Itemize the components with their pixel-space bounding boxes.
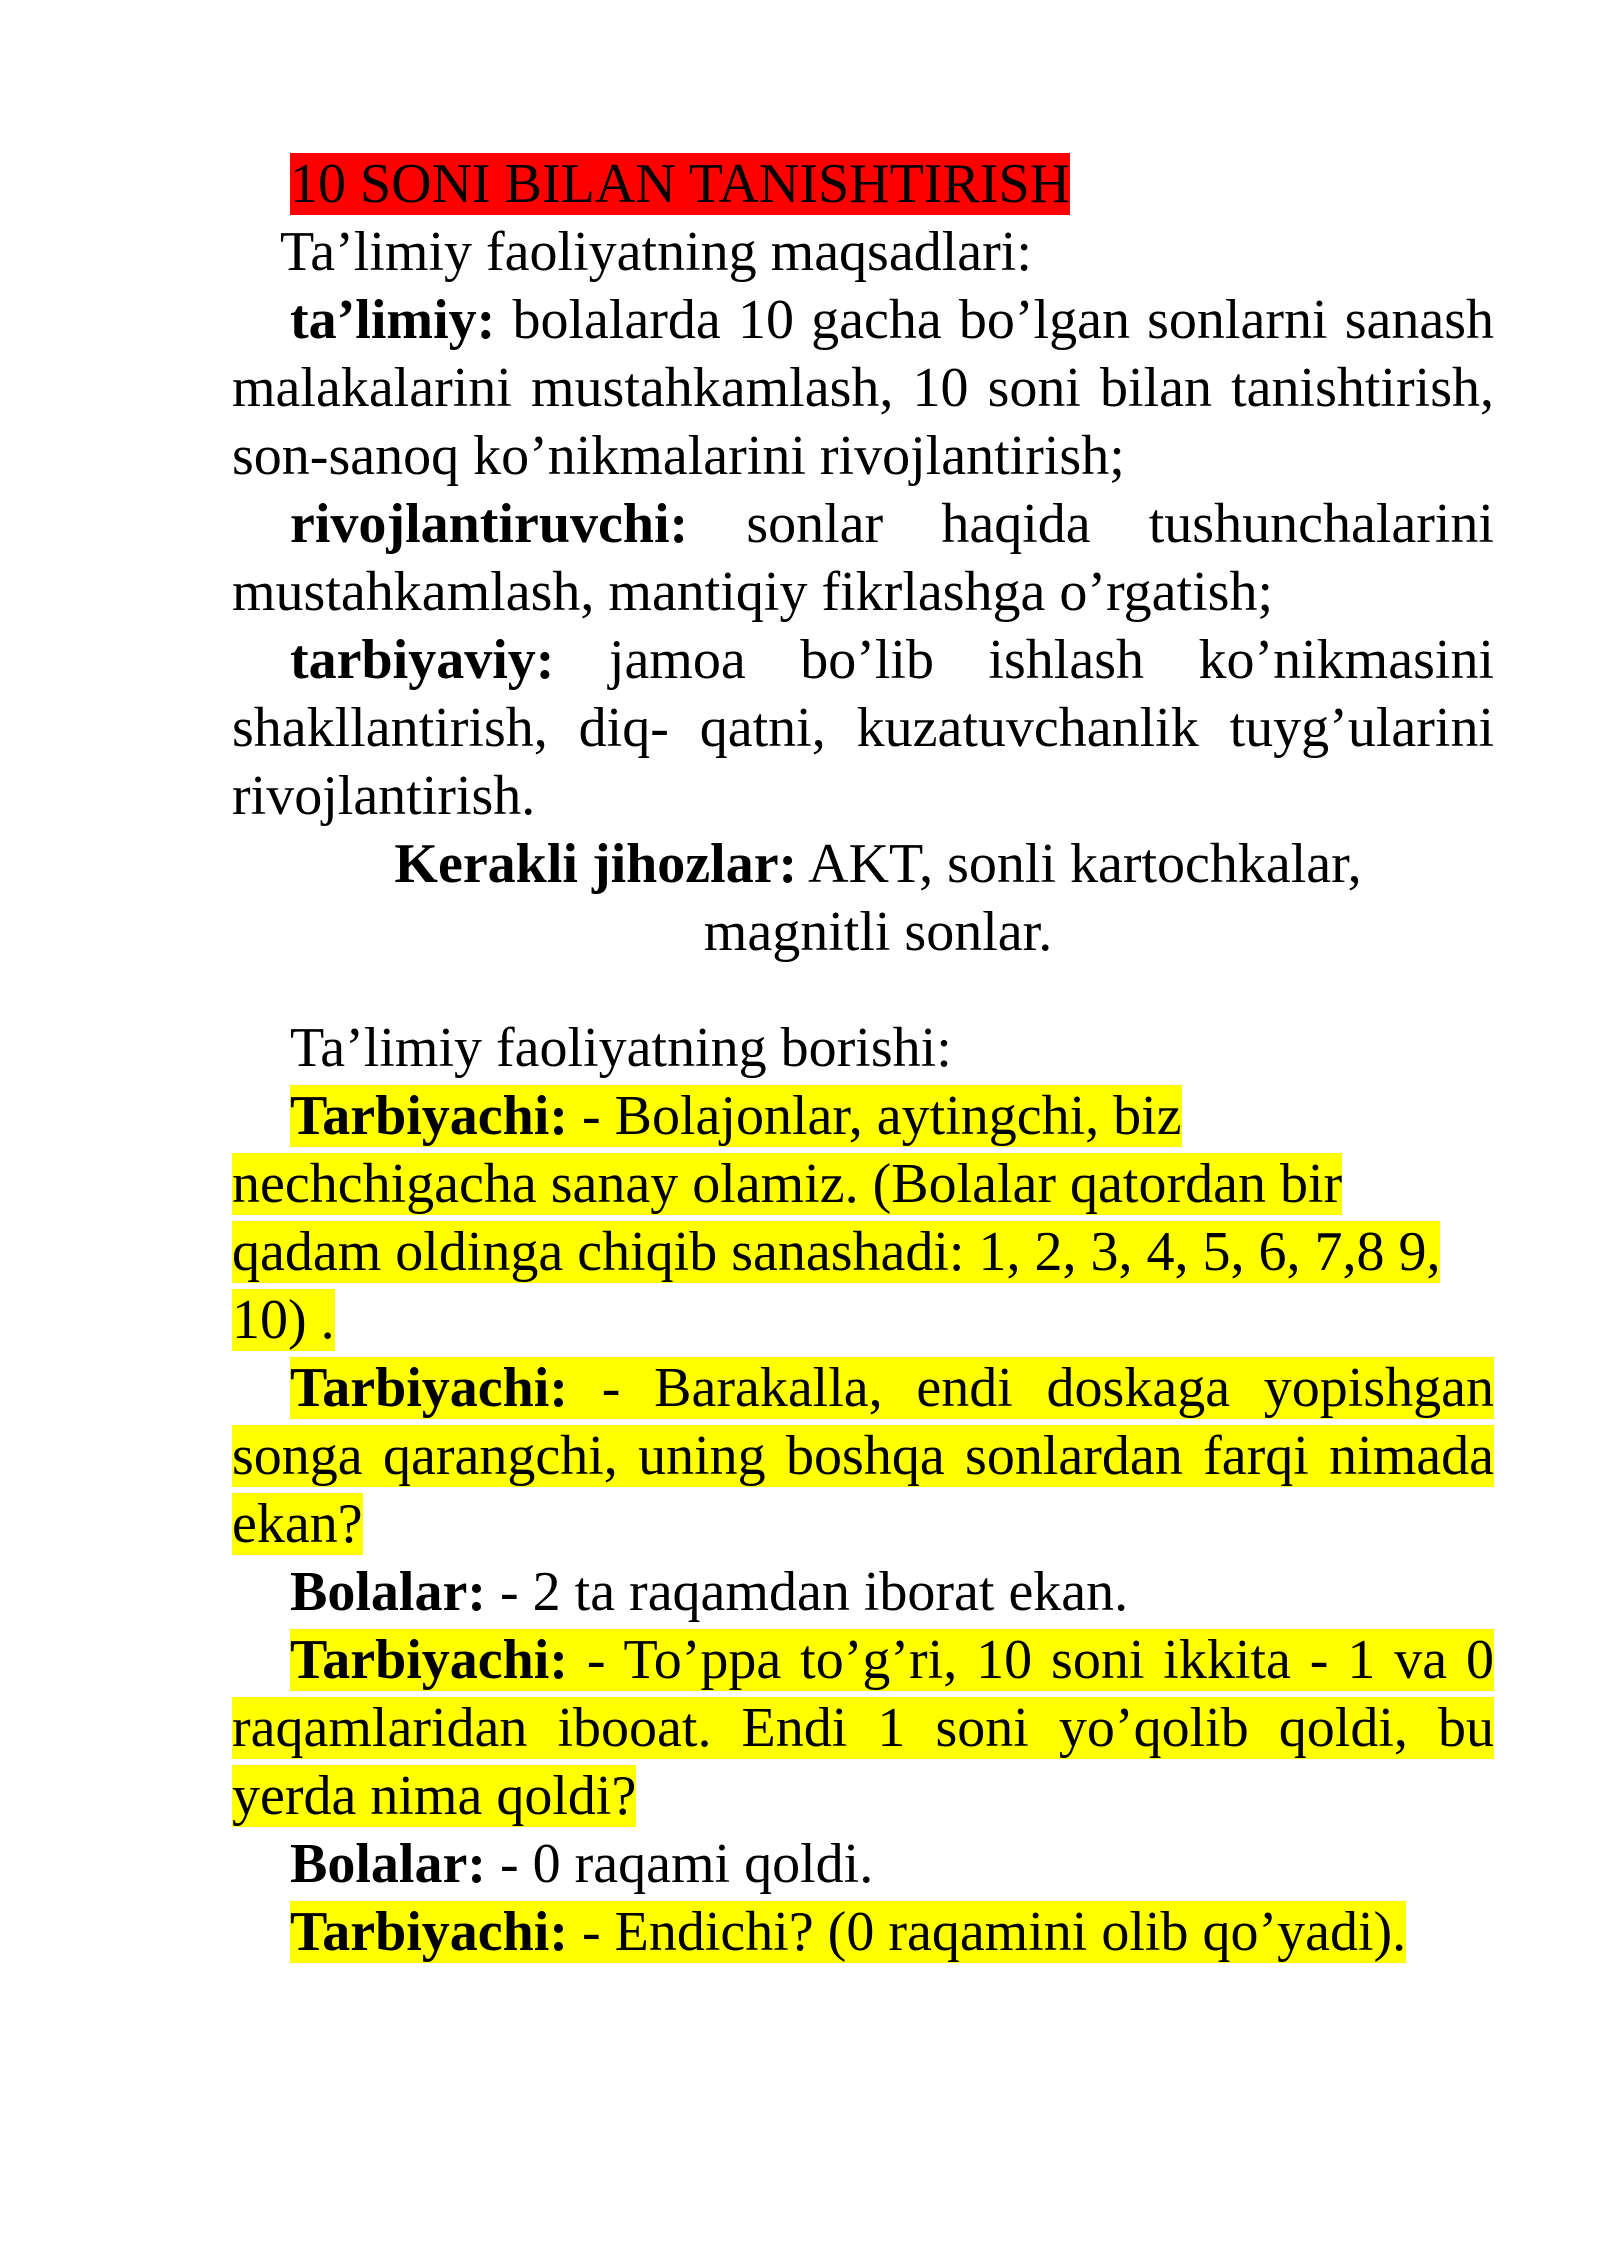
goal-label: rivojlantiruvchi:: [290, 493, 689, 555]
goal-text: bolalarda 10 gacha bo’lgan sonlarni sanash malakalarini mustahkamlash, 10 soni bilan tanishtirish, son-sanoq ko’nikmalarini rivojlantirish;: [232, 289, 1494, 487]
goal-label: tarbiyaviy:: [290, 629, 555, 691]
equipment: [232, 830, 1494, 966]
dialogue-line: [232, 1898, 1494, 1966]
goal-educational: [232, 286, 1494, 490]
speech-text: - 0 raqami qoldi.: [485, 1833, 874, 1895]
goal-text: sonlar haqida tushunchalarini mustahkamlash, mantiqiy fikrlashga o’rgatish;: [232, 493, 1494, 623]
goal-developmental: [232, 490, 1494, 626]
dialogue-line: [232, 1830, 1494, 1898]
dialogue-line: [232, 1082, 1494, 1354]
dialogue-line: [232, 1558, 1494, 1626]
equipment-text: AKT, sonli kartochkalar, magnitli sonlar.: [703, 833, 1362, 963]
goal-label: ta’limiy:: [290, 289, 496, 351]
goal-text: jamoa bo’lib ishlash ko’nikmasini shakllantirish, diq- qatni, kuzatuvchanlik tuyg’ularini rivojlantirish.: [232, 629, 1494, 827]
goals-heading: Ta’limiy faoliyatning maqsadlari:: [280, 221, 1032, 283]
equipment-label: Kerakli jihozlar:: [394, 833, 798, 895]
speech-text: - To’ppa to’g’ri, 10 soni ikkita - 1 va 0 raqamlaridan ibooat. Endi 1 soni yo’qolib qoldi, bu yerda nima qoldi?: [232, 1629, 1494, 1827]
dialogue-line: [232, 1626, 1494, 1830]
speech-text: - 2 ta raqamdan iborat ekan.: [485, 1561, 1129, 1623]
speech-text: - Barakalla, endi doskaga yopishgan songa qarangchi, uning boshqa sonlardan farqi nimada ekan?: [232, 1357, 1494, 1555]
speech-text: - Endichi? (0 raqamini olib qo’yadi).: [567, 1901, 1407, 1963]
speaker-label: Tarbiyachi:: [290, 1085, 568, 1147]
speaker-label: Bolalar:: [290, 1561, 486, 1623]
speaker-label: Bolalar:: [290, 1833, 486, 1895]
speech-text: - Bolajonlar, aytingchi, biz nechchigacha sanay olamiz. (Bolalar qatordan bir qadam oldinga chiqib sanashadi: 1, 2, 3, 4, 5, 6, 7,8 9, 10) .: [232, 1085, 1441, 1351]
speaker-label: Tarbiyachi:: [290, 1901, 568, 1963]
dialogue-line: [232, 1354, 1494, 1558]
spacer: [232, 966, 1494, 1014]
speaker-label: Tarbiyachi:: [290, 1357, 568, 1419]
speaker-label: Tarbiyachi:: [290, 1629, 568, 1691]
document-content: [232, 150, 1494, 1966]
goal-upbringing: [232, 626, 1494, 830]
document-title: 10 SONI BILAN TANISHTIRISH: [290, 153, 1071, 215]
process-heading: Ta’limiy faoliyatning borishi:: [290, 1017, 952, 1079]
